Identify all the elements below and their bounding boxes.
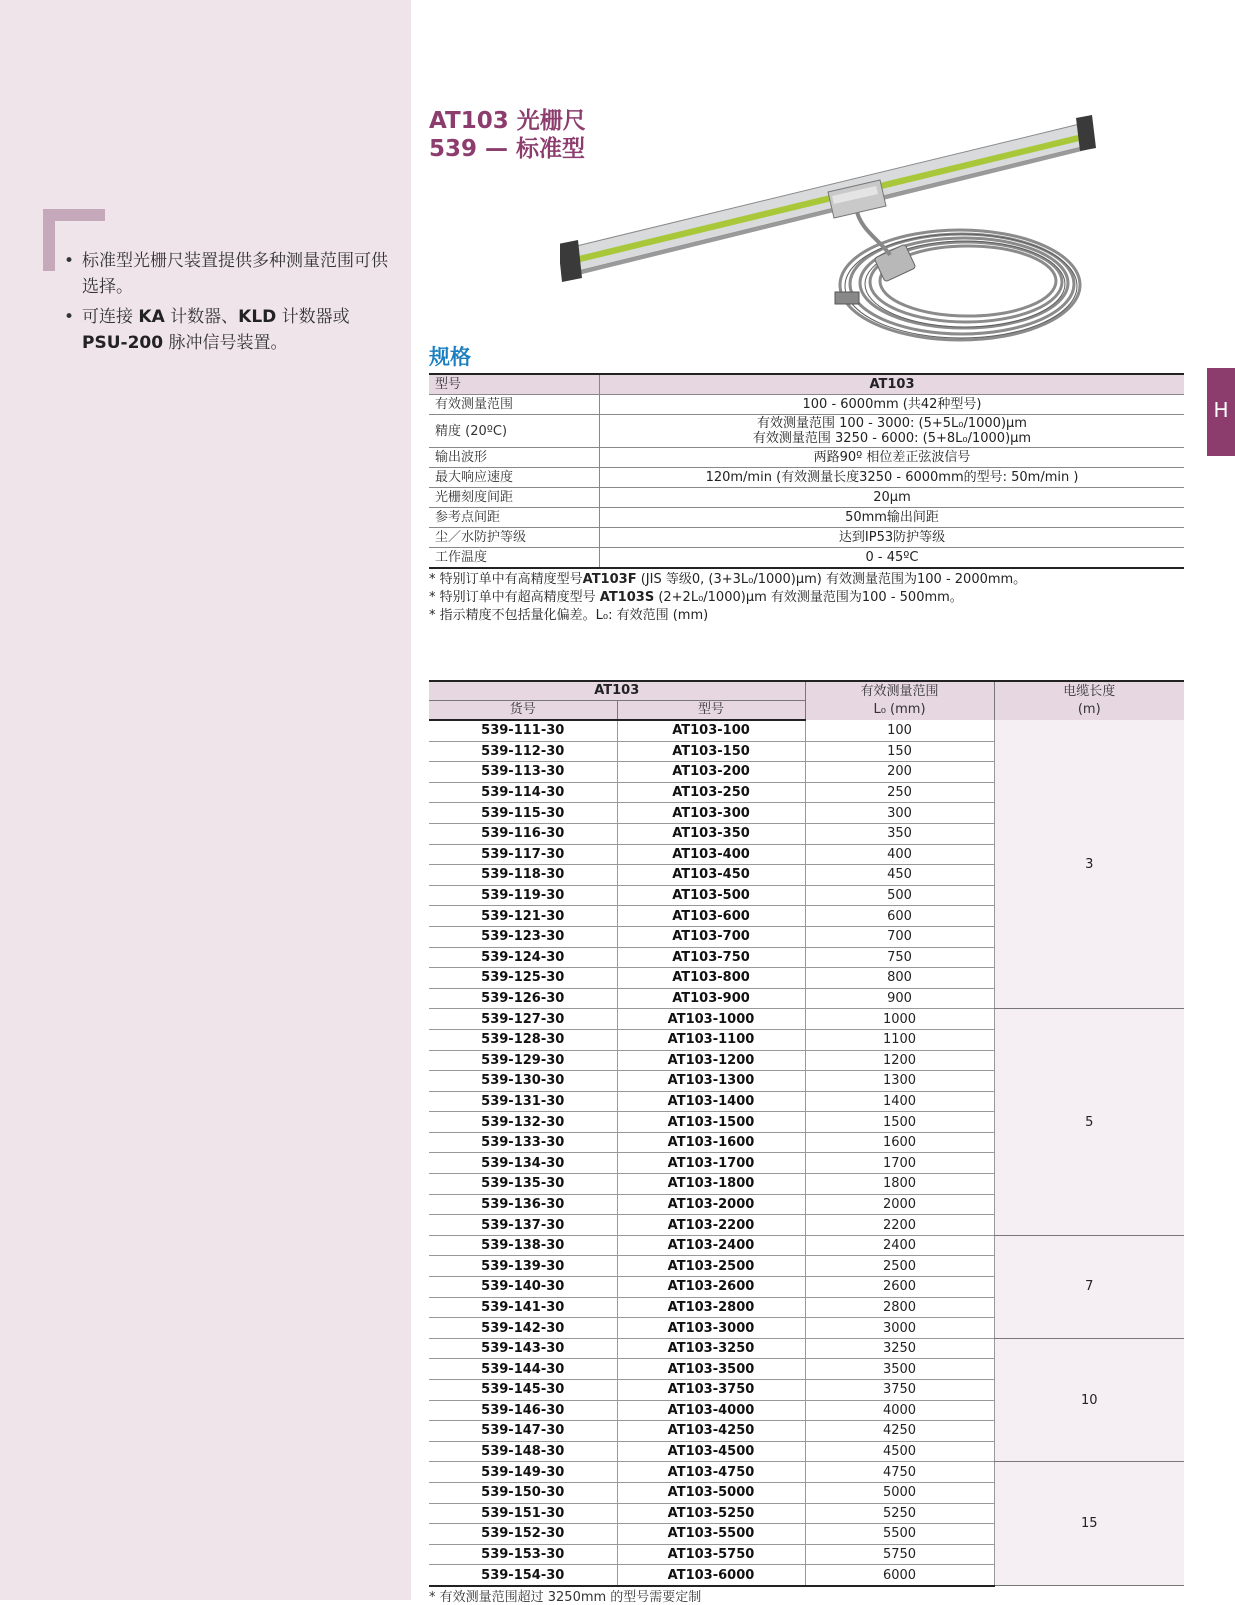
range-cell: 400 — [805, 844, 994, 865]
spec-row — [429, 508, 1184, 528]
range-cell: 6000 — [805, 1565, 994, 1586]
spec-value: 达到IP53防护等级 — [600, 528, 1185, 548]
order-no-cell: 539-119-30 — [429, 885, 617, 906]
cable-length-cell: 7 — [994, 1235, 1184, 1338]
order-no-cell: 539-151-30 — [429, 1503, 617, 1524]
order-no-cell: 539-112-30 — [429, 741, 617, 762]
order-no-cell: 539-148-30 — [429, 1441, 617, 1462]
range-cell: 600 — [805, 906, 994, 927]
range-header: 有效测量范围 L₀ (mm) — [805, 681, 994, 720]
text-run: 脉冲信号装置。 — [163, 333, 288, 353]
model-cell: AT103-3250 — [617, 1338, 805, 1359]
range-cell: 4500 — [805, 1441, 994, 1462]
range-cell: 250 — [805, 782, 994, 803]
spec-row — [429, 395, 1184, 415]
range-cell: 350 — [805, 823, 994, 844]
range-cell: 1200 — [805, 1050, 994, 1071]
order-no-cell: 539-137-30 — [429, 1215, 617, 1236]
spec-row — [429, 374, 1184, 395]
order-no-cell: 539-145-30 — [429, 1380, 617, 1401]
model-cell: AT103-200 — [617, 762, 805, 783]
spec-table — [429, 373, 1184, 569]
spec-value: 两路90º 相位差正弦波信号 — [600, 448, 1185, 468]
order-no-cell: 539-154-30 — [429, 1565, 617, 1586]
spec-row — [429, 548, 1184, 569]
range-cell: 200 — [805, 762, 994, 783]
model-cell: AT103-6000 — [617, 1565, 805, 1586]
spec-value: 0 - 45ºC — [600, 548, 1185, 569]
table-row — [429, 1462, 1184, 1483]
order-no-cell: 539-134-30 — [429, 1153, 617, 1174]
feature-bullet — [62, 248, 392, 300]
model-cell: AT103-3500 — [617, 1359, 805, 1380]
range-cell: 5000 — [805, 1482, 994, 1503]
order-no-cell: 539-133-30 — [429, 1132, 617, 1153]
spec-value: 有效测量范围 100 - 3000: (5+5L₀/1000)μm 有效测量范围 3250 - 6000: (5+8L₀/1000)μm — [600, 415, 1185, 448]
range-cell: 500 — [805, 885, 994, 906]
bold-text: KLD — [238, 307, 277, 327]
cable-length-cell: 5 — [994, 1009, 1184, 1236]
range-cell: 3750 — [805, 1380, 994, 1401]
model-cell: AT103-150 — [617, 741, 805, 762]
order-no-cell: 539-147-30 — [429, 1421, 617, 1442]
model-cell: AT103-1300 — [617, 1071, 805, 1092]
model-cell: AT103-5000 — [617, 1482, 805, 1503]
model-cell: AT103-300 — [617, 803, 805, 824]
model-cell: AT103-4500 — [617, 1441, 805, 1462]
order-no-cell: 539-152-30 — [429, 1524, 617, 1545]
model-cell: AT103-4000 — [617, 1400, 805, 1421]
range-cell: 2500 — [805, 1256, 994, 1277]
group-header: AT103 — [429, 681, 805, 701]
order-no-cell: 539-136-30 — [429, 1194, 617, 1215]
model-cell: AT103-5750 — [617, 1544, 805, 1565]
order-no-cell: 539-117-30 — [429, 844, 617, 865]
text-run: * 特别订单中有高精度型号 — [429, 572, 583, 587]
order-no-header: 货号 — [429, 701, 617, 721]
range-cell: 3000 — [805, 1318, 994, 1339]
range-cell: 800 — [805, 968, 994, 989]
text-run: * 指示精度不包括量化偏差。L₀: 有效范围 (mm) — [429, 608, 709, 623]
model-cell: AT103-400 — [617, 844, 805, 865]
model-cell: AT103-1500 — [617, 1112, 805, 1133]
spec-key: 尘／水防护等级 — [429, 528, 600, 548]
model-cell: AT103-1600 — [617, 1132, 805, 1153]
parts-table — [429, 680, 1184, 1587]
model-cell: AT103-1700 — [617, 1153, 805, 1174]
model-cell: AT103-2500 — [617, 1256, 805, 1277]
model-cell: AT103-1000 — [617, 1009, 805, 1030]
order-no-cell: 539-116-30 — [429, 823, 617, 844]
spec-row — [429, 448, 1184, 468]
spec-key: 光栅刻度间距 — [429, 488, 600, 508]
sidebar-panel — [0, 0, 411, 1600]
order-no-cell: 539-146-30 — [429, 1400, 617, 1421]
range-cell: 100 — [805, 720, 994, 741]
range-cell: 2000 — [805, 1194, 994, 1215]
range-cell: 4000 — [805, 1400, 994, 1421]
model-cell: AT103-500 — [617, 885, 805, 906]
table-row — [429, 1009, 1184, 1030]
range-cell: 1600 — [805, 1132, 994, 1153]
spec-row — [429, 415, 1184, 448]
spec-value: 100 - 6000mm (共42种型号) — [600, 395, 1185, 415]
text-run: 计数器、 — [164, 307, 239, 327]
range-cell: 1000 — [805, 1009, 994, 1030]
table-row — [429, 1338, 1184, 1359]
section-tab[interactable] — [1207, 368, 1235, 456]
range-cell: 1500 — [805, 1112, 994, 1133]
range-cell: 2400 — [805, 1235, 994, 1256]
model-cell: AT103-3750 — [617, 1380, 805, 1401]
spec-row — [429, 488, 1184, 508]
order-no-cell: 539-111-30 — [429, 720, 617, 741]
model-cell: AT103-1800 — [617, 1174, 805, 1195]
range-cell: 4250 — [805, 1421, 994, 1442]
order-no-cell: 539-142-30 — [429, 1318, 617, 1339]
bold-text: AT103S — [599, 590, 655, 605]
order-no-cell: 539-139-30 — [429, 1256, 617, 1277]
title-line-1: AT103 光栅尺 — [429, 108, 586, 134]
spec-value: 120m/min (有效测量长度3250 - 6000mm的型号: 50m/min ) — [600, 468, 1185, 488]
range-cell: 450 — [805, 865, 994, 886]
text-run: 标准型光栅尺装置提供多种测量范围可供选择。 — [82, 251, 388, 297]
bold-text: PSU-200 — [82, 333, 164, 353]
model-cell: AT103-450 — [617, 865, 805, 886]
spec-notes — [429, 571, 1026, 625]
spec-key: 精度 (20ºC) — [429, 415, 600, 448]
model-cell: AT103-900 — [617, 988, 805, 1009]
order-no-cell: 539-149-30 — [429, 1462, 617, 1483]
model-cell: AT103-5250 — [617, 1503, 805, 1524]
spec-heading: 规格 — [429, 345, 471, 369]
cable-length-cell: 10 — [994, 1338, 1184, 1462]
order-no-cell: 539-141-30 — [429, 1297, 617, 1318]
model-cell: AT103-700 — [617, 926, 805, 947]
range-cell: 2800 — [805, 1297, 994, 1318]
text-run: (2+2L₀/1000)μm 有效测量范围为100 - 500mm。 — [654, 590, 963, 605]
bold-text: KA — [138, 307, 165, 327]
spec-value: AT103 — [600, 374, 1185, 395]
model-cell: AT103-1400 — [617, 1091, 805, 1112]
spec-key: 工作温度 — [429, 548, 600, 569]
order-no-cell: 539-150-30 — [429, 1482, 617, 1503]
model-cell: AT103-800 — [617, 968, 805, 989]
model-cell: AT103-1200 — [617, 1050, 805, 1071]
table-row — [429, 720, 1184, 741]
range-cell: 1400 — [805, 1091, 994, 1112]
text-run: (JIS 等级0, (3+3L₀/1000)μm) 有效测量范围为100 - 2000mm。 — [636, 572, 1027, 587]
title-line-2: 539 — 标准型 — [429, 136, 586, 162]
order-no-cell: 539-115-30 — [429, 803, 617, 824]
spec-value: 50mm输出间距 — [600, 508, 1185, 528]
bold-text: AT103F — [582, 572, 637, 587]
range-cell: 5500 — [805, 1524, 994, 1545]
order-no-cell: 539-126-30 — [429, 988, 617, 1009]
order-no-cell: 539-153-30 — [429, 1544, 617, 1565]
range-cell: 750 — [805, 947, 994, 968]
order-no-cell: 539-125-30 — [429, 968, 617, 989]
spec-key: 型号 — [429, 374, 600, 395]
model-cell: AT103-2000 — [617, 1194, 805, 1215]
model-cell: AT103-350 — [617, 823, 805, 844]
spec-row — [429, 528, 1184, 548]
order-no-cell: 539-138-30 — [429, 1235, 617, 1256]
spec-row — [429, 468, 1184, 488]
model-cell: AT103-2600 — [617, 1277, 805, 1298]
range-cell: 1300 — [805, 1071, 994, 1092]
range-cell: 3250 — [805, 1338, 994, 1359]
note-line — [429, 607, 1026, 625]
order-no-cell: 539-124-30 — [429, 947, 617, 968]
feature-bullet — [62, 304, 392, 356]
order-no-cell: 539-135-30 — [429, 1174, 617, 1195]
model-cell: AT103-2200 — [617, 1215, 805, 1236]
range-cell: 1800 — [805, 1174, 994, 1195]
cable-length-cell: 3 — [994, 720, 1184, 1009]
text-run: 计数器或 — [276, 307, 350, 327]
range-cell: 700 — [805, 926, 994, 947]
note-line — [429, 571, 1026, 589]
model-cell: AT103-600 — [617, 906, 805, 927]
model-cell: AT103-5500 — [617, 1524, 805, 1545]
order-no-cell: 539-144-30 — [429, 1359, 617, 1380]
model-cell: AT103-2400 — [617, 1235, 805, 1256]
range-cell: 1100 — [805, 1029, 994, 1050]
range-cell: 2200 — [805, 1215, 994, 1236]
model-cell: AT103-4250 — [617, 1421, 805, 1442]
range-cell: 300 — [805, 803, 994, 824]
model-cell: AT103-750 — [617, 947, 805, 968]
order-no-cell: 539-140-30 — [429, 1277, 617, 1298]
model-header: 型号 — [617, 701, 805, 721]
note-line — [429, 589, 1026, 607]
spec-key: 最大响应速度 — [429, 468, 600, 488]
spec-key: 参考点间距 — [429, 508, 600, 528]
order-no-cell: 539-128-30 — [429, 1029, 617, 1050]
parts-footnote: * 有效测量范围超过 3250mm 的型号需要定制 — [429, 1590, 702, 1605]
order-no-cell: 539-114-30 — [429, 782, 617, 803]
order-no-cell: 539-130-30 — [429, 1071, 617, 1092]
order-no-cell: 539-129-30 — [429, 1050, 617, 1071]
section-tab-label: H — [1213, 398, 1229, 422]
range-cell: 5250 — [805, 1503, 994, 1524]
range-cell: 1700 — [805, 1153, 994, 1174]
order-no-cell: 539-131-30 — [429, 1091, 617, 1112]
feature-bullet-list — [62, 248, 392, 360]
order-no-cell: 539-118-30 — [429, 865, 617, 886]
spec-key: 输出波形 — [429, 448, 600, 468]
range-cell: 3500 — [805, 1359, 994, 1380]
spec-key: 有效测量范围 — [429, 395, 600, 415]
order-no-cell: 539-113-30 — [429, 762, 617, 783]
range-cell: 150 — [805, 741, 994, 762]
model-cell: AT103-100 — [617, 720, 805, 741]
linear-scale-product-image — [560, 110, 1120, 360]
range-cell: 5750 — [805, 1544, 994, 1565]
bracket-decoration-vertical — [43, 209, 55, 271]
order-no-cell: 539-132-30 — [429, 1112, 617, 1133]
text-run: * 特别订单中有超高精度型号 — [429, 590, 600, 605]
order-no-cell: 539-143-30 — [429, 1338, 617, 1359]
order-no-cell: 539-121-30 — [429, 906, 617, 927]
cable-header: 电缆长度 (m) — [994, 681, 1184, 720]
model-cell: AT103-1100 — [617, 1029, 805, 1050]
text-run: 可连接 — [82, 307, 139, 327]
model-cell: AT103-4750 — [617, 1462, 805, 1483]
range-cell: 2600 — [805, 1277, 994, 1298]
model-cell: AT103-2800 — [617, 1297, 805, 1318]
range-cell: 900 — [805, 988, 994, 1009]
cable-length-cell: 15 — [994, 1462, 1184, 1586]
range-cell: 4750 — [805, 1462, 994, 1483]
model-cell: AT103-3000 — [617, 1318, 805, 1339]
spec-value: 20μm — [600, 488, 1185, 508]
order-no-cell: 539-123-30 — [429, 926, 617, 947]
order-no-cell: 539-127-30 — [429, 1009, 617, 1030]
table-row — [429, 1235, 1184, 1256]
model-cell: AT103-250 — [617, 782, 805, 803]
